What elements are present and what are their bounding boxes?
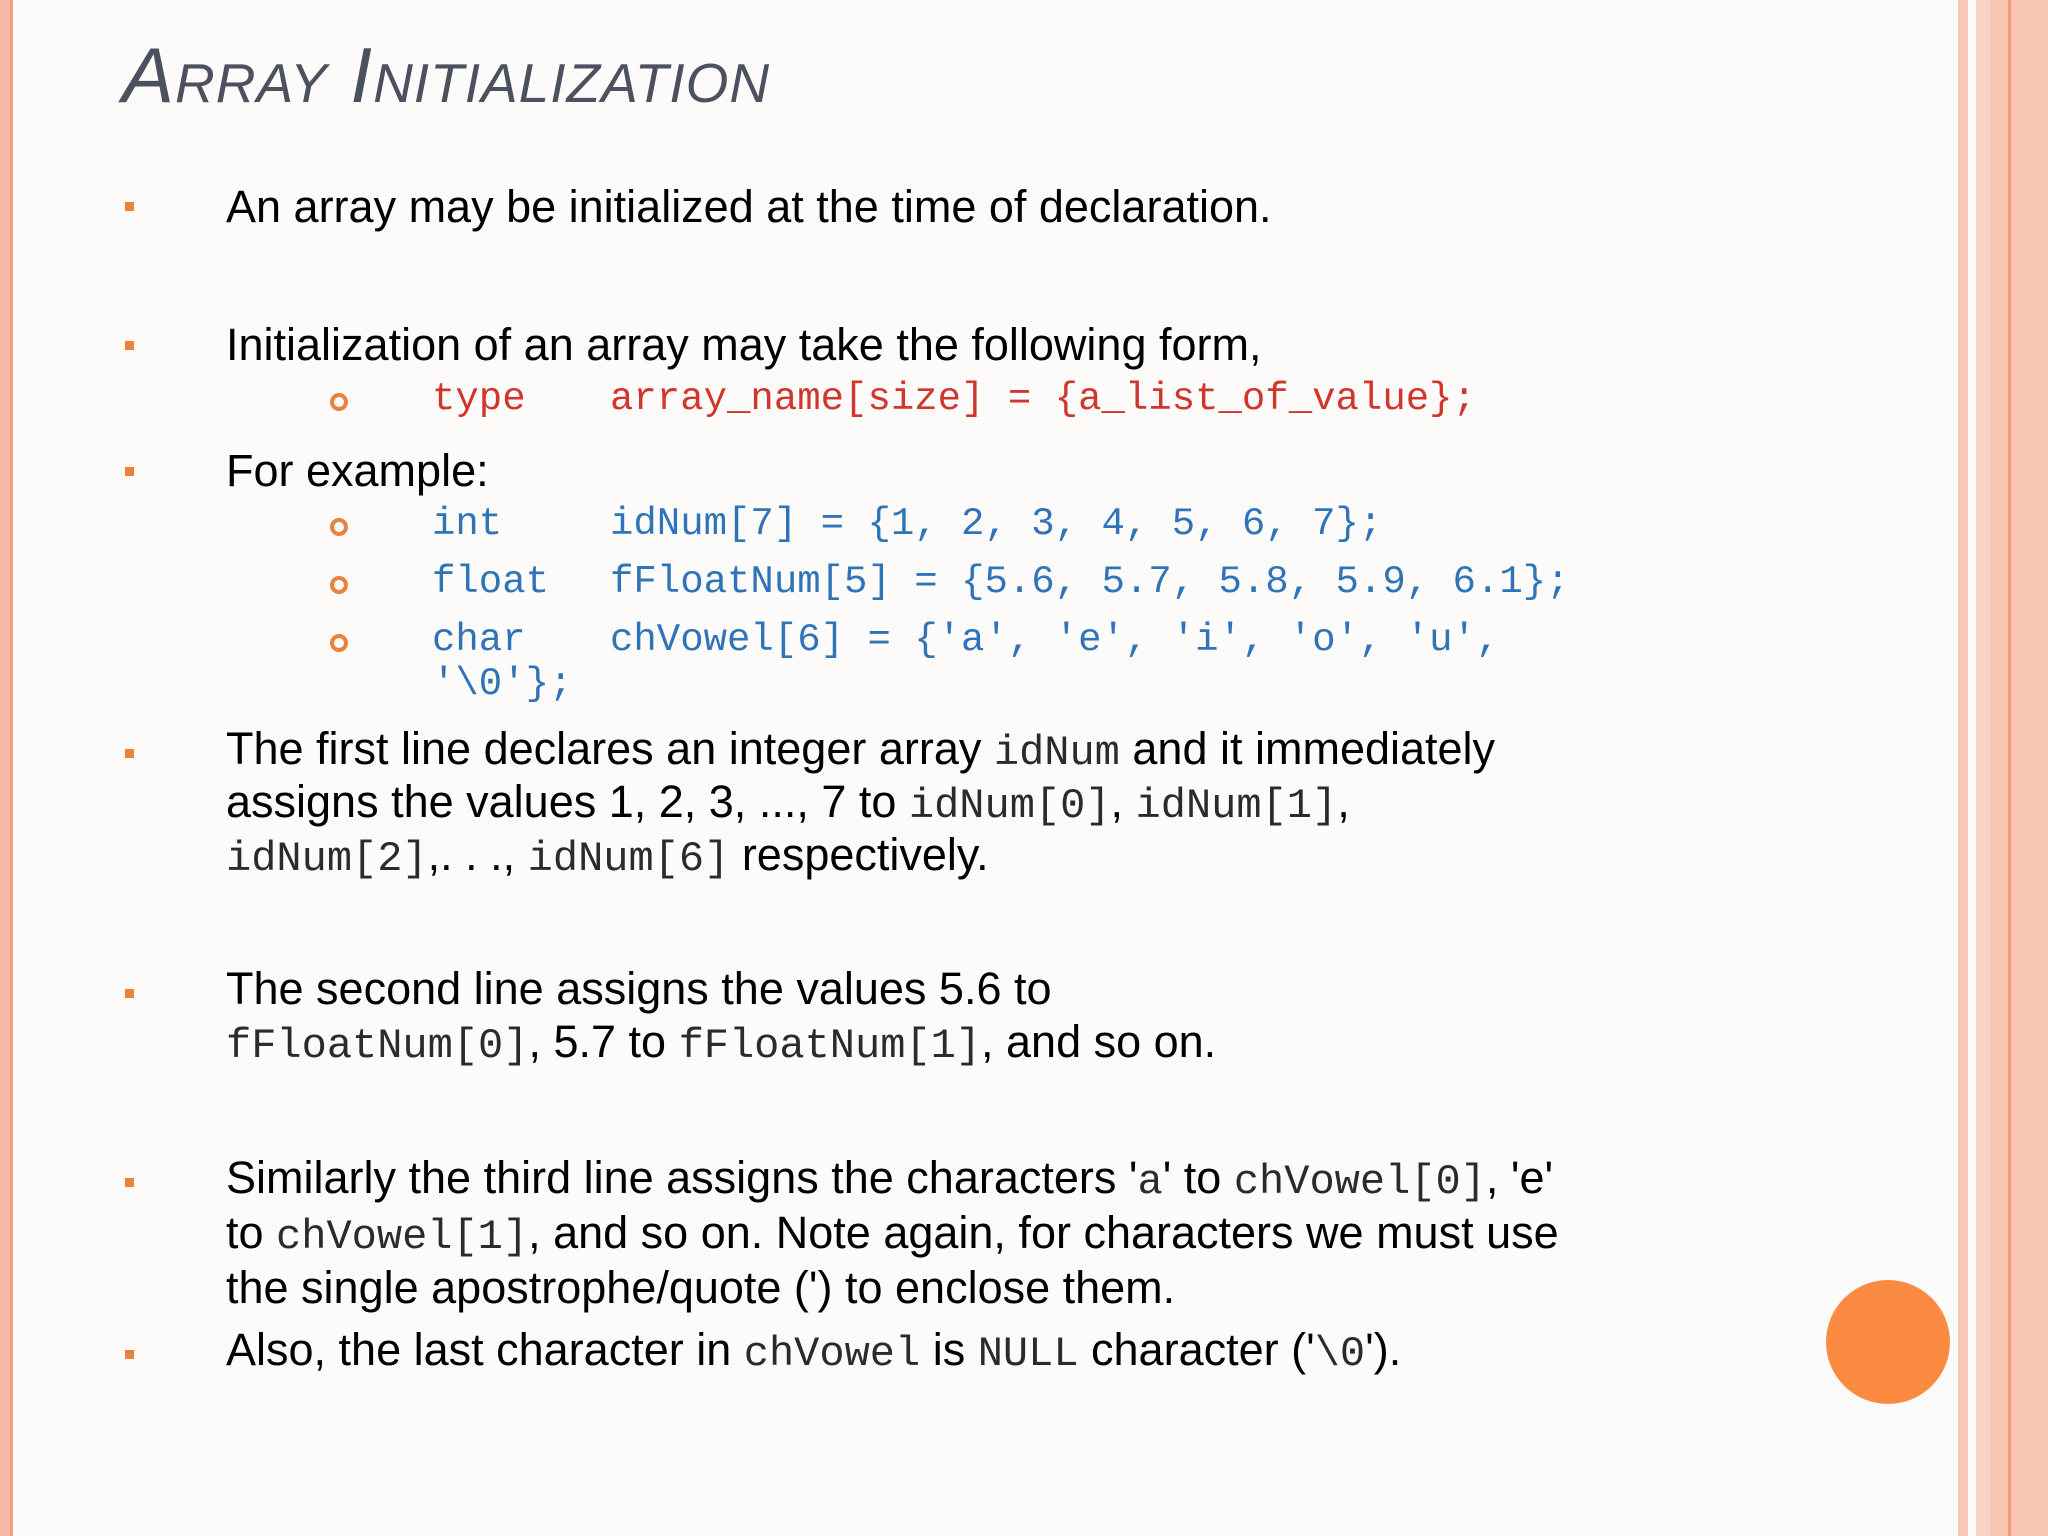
bullet-text-line: fFloatNum[0], 5.7 to fFloatNum[1], and so on.: [226, 1016, 1217, 1070]
example-declaration: idNum[7] = {1, 2, 3, 4, 5, 6, 7};: [610, 502, 1383, 546]
bullet-text-line: the single apostrophe/quote (') to enclose them.: [226, 1262, 1176, 1313]
right-decor-bar: [1990, 0, 2048, 1536]
left-border: [0, 0, 13, 1536]
sub-bullet-marker: [330, 393, 348, 411]
bullet-text-line: The second line assigns the values 5.6 to: [226, 963, 1052, 1014]
bullet-text: For example:: [226, 445, 489, 496]
bullet-text: An array may be initialized at the time of declaration.: [226, 181, 1272, 232]
sub-bullet-marker: [330, 576, 348, 594]
slide-title: Array Initialization: [122, 31, 771, 119]
bullet-marker: [125, 1350, 134, 1359]
right-decor-bar: [1958, 0, 1968, 1536]
bullet-marker: [125, 989, 134, 998]
example-declaration: fFloatNum[5] = {5.6, 5.7, 5.8, 5.9, 6.1};: [610, 560, 1570, 604]
example-declaration-continued: '\0'};: [432, 662, 573, 706]
bullet-text-line: Also, the last character in chVowel is NULL character ('\0').: [226, 1324, 1402, 1378]
bullet-text-line: assigns the values 1, 2, 3, ..., 7 to idNum[0], idNum[1],: [226, 776, 1350, 830]
syntax-declaration: array_name[size] = {a_list_of_value};: [610, 377, 1476, 421]
example-type: int: [432, 502, 503, 546]
bullet-text-line: The first line declares an integer array idNum and it immediately: [226, 723, 1496, 777]
bullet-marker: [125, 467, 134, 476]
example-type: float: [432, 560, 550, 604]
right-decor-line: [2008, 0, 2011, 1536]
bullet-marker: [125, 202, 134, 211]
example-type: char: [432, 618, 526, 662]
bullet-text-line: Similarly the third line assigns the characters 'a' to chVowel[0], 'e': [226, 1152, 1554, 1206]
bullet-text-line: idNum[2],. . ., idNum[6] respectively.: [226, 829, 989, 883]
bullet-marker: [125, 341, 134, 350]
bullet-text-line: to chVowel[1], and so on. Note again, for characters we must use: [226, 1207, 1559, 1261]
right-decor-bar: [1976, 0, 1990, 1536]
example-declaration: chVowel[6] = {'a', 'e', 'i', 'o', 'u',: [610, 618, 1500, 662]
bullet-marker: [125, 749, 134, 758]
bullet-text: Initialization of an array may take the following form,: [226, 319, 1262, 370]
sub-bullet-marker: [330, 518, 348, 536]
sub-bullet-marker: [330, 634, 348, 652]
decorative-circle: [1826, 1280, 1950, 1404]
bullet-marker: [125, 1178, 134, 1187]
syntax-type: type: [432, 377, 526, 421]
